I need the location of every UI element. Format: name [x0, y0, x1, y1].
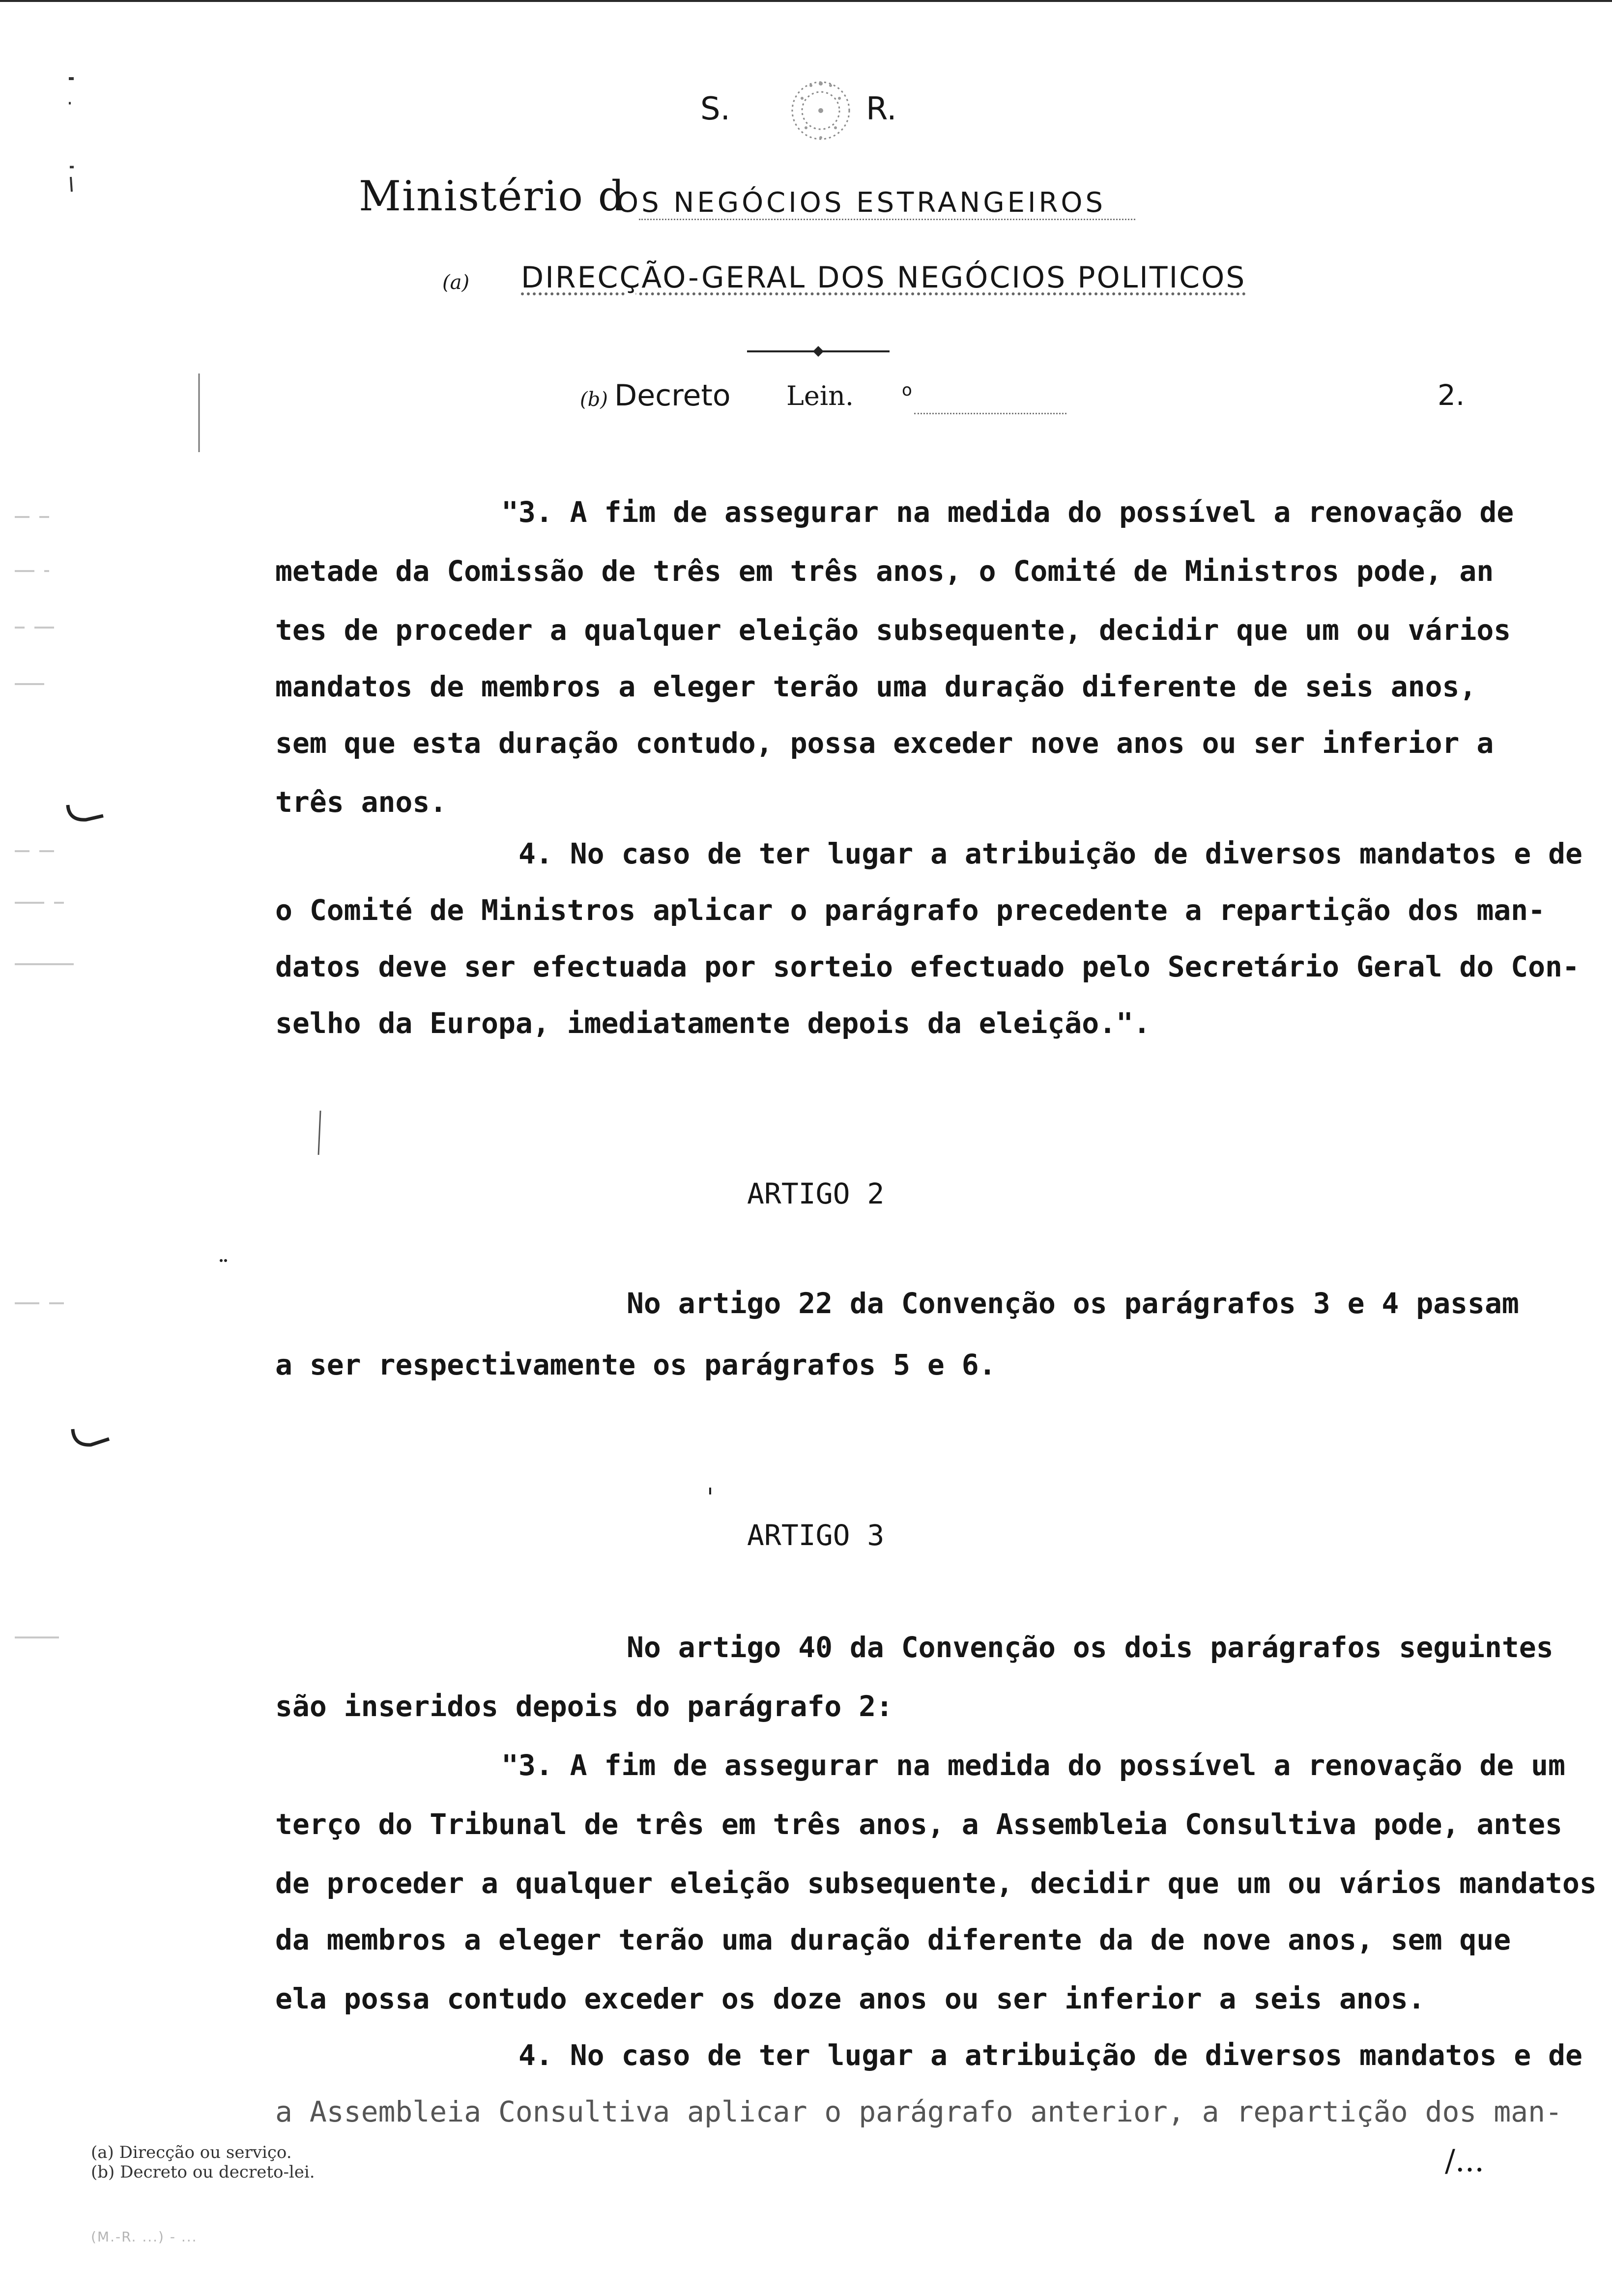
margin-rule [194, 373, 204, 452]
text-line: tes de proceder a qualquer eleição subsequente, decidir que um ou vários [275, 613, 1511, 647]
text-line: de proceder a qualquer eleição subsequente, decidir que um ou vários mandatos [275, 1866, 1597, 1900]
text-line: terço do Tribunal de três em três anos, a Assembleia Consultiva pode, antes [275, 1808, 1562, 1841]
decree-label: (b) [580, 388, 608, 411]
top-border [0, 0, 1612, 2]
ornamental-divider [747, 344, 890, 359]
page-number: 2. [1438, 378, 1465, 412]
decree-text: Decreto [614, 378, 731, 413]
ministry-caps: OS NEGÓCIOS ESTRANGEIROS [617, 187, 1106, 219]
text-line: metade da Comissão de três em três anos, o Comité de Ministros pode, an [275, 554, 1494, 588]
text-line: No artigo 40 da Convenção os dois parágrafos seguintes [627, 1631, 1554, 1664]
text-line: "3. A fim de assegurar na medida do possível a renovação de [501, 495, 1514, 529]
ministry-title [344, 172, 1278, 231]
header-left-letter: S. [700, 91, 730, 127]
text-line: selho da Europa, imediatamente depois da eleição.". [275, 1006, 1151, 1040]
text-line: sem que esta duração contudo, possa exceder nove anos ou ser inferior a [275, 726, 1494, 760]
article-3-heading: ARTIGO 3 [747, 1519, 885, 1552]
direction-label: (a) [442, 271, 470, 294]
text-line: da membros a eleger terão uma duração diferente da de nove anos, sem que [275, 1923, 1511, 1956]
text-line: No artigo 22 da Convenção os parágrafos 3 e 4 passam [627, 1287, 1519, 1320]
faint-margin-specks [10, 491, 98, 1671]
direction-line [442, 260, 1376, 310]
text-line: mandatos de membros a eleger terão uma duração diferente de seis anos, [275, 670, 1477, 703]
text-line: a ser respectivamente os parágrafos 5 e 6. [275, 1348, 996, 1381]
stray-mark [315, 1111, 324, 1155]
margin-marks [54, 74, 84, 201]
continuation-mark: /... [1445, 2143, 1485, 2179]
article-2-heading: ARTIGO 2 [747, 1177, 885, 1210]
stray-dots [219, 1256, 229, 1265]
text-line: "3. A fim de assegurar na medida do possível a renovação de um [501, 1749, 1565, 1782]
coat-of-arms-seal-icon [772, 69, 870, 152]
text-line: três anos. [275, 785, 447, 819]
decree-value: Lein. [786, 380, 854, 411]
direction-name: DIRECÇÃO-GERAL DOS NEGÓCIOS POLITICOS [521, 260, 1246, 295]
header-right-letter: R. [866, 91, 897, 127]
text-line: ela possa contudo exceder os doze anos ou ser inferior a seis anos. [275, 1982, 1425, 2015]
text-line: a Assembleia Consultiva aplicar o parágrafo anterior, a repartição dos man- [275, 2095, 1562, 2128]
stray-dot [708, 1487, 713, 1496]
ministry-script: Ministério d [359, 172, 626, 220]
footnote-a: (a) Direcção ou serviço. [91, 2143, 292, 2162]
text-line: o Comité de Ministros aplicar o parágrafo precedente a repartição dos man- [275, 893, 1546, 927]
ministry-dotted-line [639, 219, 1135, 220]
decree-number-mark: o [902, 380, 912, 400]
text-line: 4. No caso de ter lugar a atribuição de diversos mandatos e de [518, 837, 1583, 870]
text-line: são inseridos depois do parágrafo 2: [275, 1690, 893, 1723]
text-line: 4. No caso de ter lugar a atribuição de diversos mandatos e de [518, 2038, 1583, 2072]
form-code: (M.-R. ...) - ... [91, 2229, 198, 2245]
text-line: datos deve ser efectuada por sorteio efectuado pelo Secretário Geral do Con- [275, 950, 1580, 983]
decree-dotted-line [914, 413, 1066, 414]
footnote-b: (b) Decreto ou decreto-lei. [91, 2162, 315, 2182]
decree-line [580, 378, 1071, 423]
